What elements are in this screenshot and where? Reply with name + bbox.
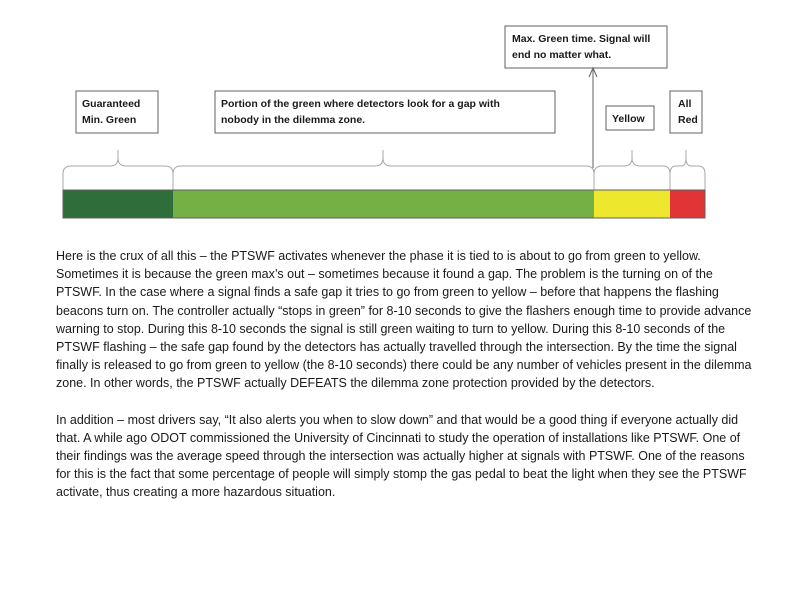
segment-gap-green: [173, 190, 594, 218]
label-guaranteed-line-1: Guaranteed: [82, 98, 141, 110]
max-green-arrow: [589, 68, 597, 168]
label-all-red-line-1: All: [678, 98, 692, 110]
brace-gap: [173, 150, 594, 190]
brace-all-red: [670, 150, 705, 190]
label-max-line-1: Max. Green time. Signal will: [512, 33, 651, 45]
timeline-bar: [63, 190, 705, 218]
brace-min-green: [63, 150, 173, 190]
label-gap-line-1: Portion of the green where detectors look for a gap with: [221, 98, 500, 110]
label-max-line-2: end no matter what.: [512, 49, 612, 61]
label-box-max-green: [505, 26, 667, 68]
label-box-all-red: [670, 91, 702, 133]
label-box-guaranteed-min-green: [76, 91, 158, 133]
segment-min-green: [63, 190, 173, 218]
brace-yellow: [594, 150, 670, 190]
paragraph-in-addition: In addition – most drivers say, “It also alerts you when to slow down” and that would be a good thing if everyone actually did that. A while ago ODOT commissioned the University of Cincinnati to study the operation of installations like PTSWF. One of their findings was the average speed through the intersection was actually higher at signals with PTSWF. One of the reasons for this is the fact that some percentage of people will simply stomp the gas pedal to beat the light when they see the PTSWF activate, thus creating a more hazardous situation.: [56, 412, 747, 500]
label-box-gap-portion: [215, 91, 555, 133]
label-gap-line-2: nobody in the dilemma zone.: [221, 114, 366, 126]
label-yellow: Yellow: [612, 113, 645, 125]
label-all-red-line-2: Red: [678, 114, 698, 126]
label-box-yellow: [606, 106, 654, 130]
body-text: [56, 247, 756, 520]
segment-all-red: [670, 190, 705, 218]
label-guaranteed-line-2: Min. Green: [82, 114, 137, 126]
paragraph-crux: Here is the crux of all this – the PTSWF activates whenever the phase it is tied to is about to go from green to yellow. Sometimes it is because the green max’s out – sometimes because it found a gap. The problem is the turning on of the PTSWF. In the case where a signal finds a safe gap it tries to go from green to yellow – before that happens the flashing beacons turn on. The controller actually “stops in green” for 8-10 seconds to give the flashers enough time to provide advance warning to stop. During this 8-10 seconds the signal is still green waiting to turn to yellow. During this 8-10 seconds of the PTSWF flashing – the safe gap found by the detectors has actually travelled through the intersection. By the time the signal finally is released to go from green to yellow (the 8-10 seconds) there could be any number of vehicles present in the dilemma zone. In other words, the PTSWF actually DEFEATS the dilemma zone protection provided by the detectors.: [56, 249, 752, 391]
segment-yellow: [594, 190, 670, 218]
signal-timing-diagram: [0, 0, 804, 240]
